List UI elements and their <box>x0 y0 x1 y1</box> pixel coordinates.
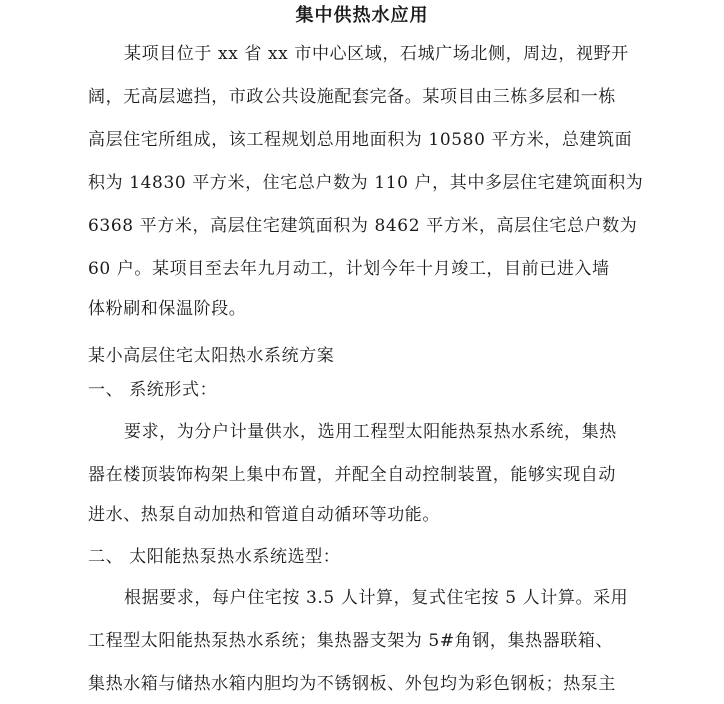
paragraph-line: 集热水箱与储热水箱内胆均为不锈钢板、外包均为彩色钢板；热泵主 <box>88 674 616 694</box>
section-heading: 一、 系统形式： <box>88 380 218 400</box>
paragraph-line: 阔，无高层遮挡，市政公共设施配套完备。某项目由三栋多层和一栋 <box>88 87 616 107</box>
paragraph-line: 体粉刷和保温阶段。 <box>88 299 247 319</box>
section-title: 某小高层住宅太阳热水系统方案 <box>88 346 335 366</box>
paragraph-line: 60 户。某项目至去年九月动工，计划今年十月竣工，目前已进入墙 <box>88 259 610 279</box>
section-heading: 二、 太阳能热泵热水系统选型： <box>88 547 341 567</box>
paragraph-line: 高层住宅所组成，该工程规划总用地面积为 10580 平方米，总建筑面 <box>88 130 633 150</box>
paragraph-line: 6368 平方米，高层住宅建筑面积为 8462 平方米，高层住宅总户数为 <box>88 216 638 236</box>
paragraph-line: 进水、热泵自动加热和管道自动循环等功能。 <box>88 505 440 525</box>
paragraph-line: 器在楼顶装饰构架上集中布置，并配全自动控制装置，能够实现自动 <box>88 465 616 485</box>
document-title: 集中供热水应用 <box>295 5 429 26</box>
paragraph-line: 工程型太阳能热泵热水系统；集热器支架为 5#角钢，集热器联箱、 <box>88 631 614 651</box>
paragraph-line: 积为 14830 平方米，住宅总户数为 110 户，其中多层住宅建筑面积为 <box>88 173 644 193</box>
paragraph-line: 某项目位于 xx 省 xx 市中心区域，石城广场北侧，周边，视野开 <box>124 44 629 64</box>
paragraph-line: 要求，为分户计量供水，选用工程型太阳能热泵热水系统，集热 <box>124 422 617 442</box>
paragraph-line: 根据要求，每户住宅按 3.5 人计算，复式住宅按 5 人计算。采用 <box>124 588 629 608</box>
